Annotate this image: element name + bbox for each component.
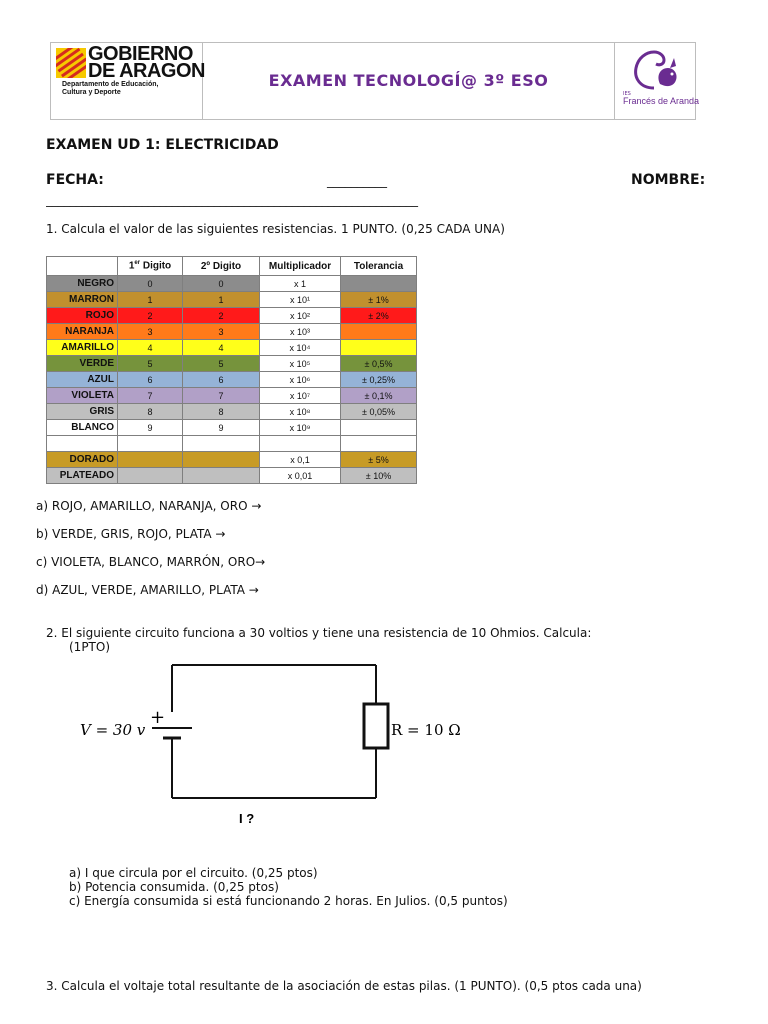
q2-item-c: c) Energía consumida si está funcionando 2 horas. En Julios. (0,5 puntos) — [69, 894, 508, 908]
digit1-cell — [118, 436, 183, 452]
table-row — [47, 308, 417, 324]
question-2: 2. El siguiente circuito funciona a 30 voltios y tiene una resistencia de 10 Ohmios. Calcula: — [46, 626, 592, 640]
multiplier-cell: x 10¹ — [260, 292, 341, 308]
school-name: Francés de Aranda — [623, 96, 700, 106]
digit2-cell: 3 — [183, 324, 260, 340]
tolerance-cell — [341, 340, 417, 356]
multiplier-cell: x 1 — [260, 276, 341, 292]
digit2-cell: 7 — [183, 388, 260, 404]
table-header: Tolerancia — [341, 257, 417, 276]
table-row — [47, 356, 417, 372]
table-header: Multiplicador — [260, 257, 341, 276]
color-name-cell: ROJO — [47, 308, 118, 324]
color-name-cell: VIOLETA — [47, 388, 118, 404]
q2-item-a: a) I que circula por el circuito. (0,25 ptos) — [69, 866, 318, 880]
tolerance-cell: ± 0,05% — [341, 404, 417, 420]
color-name-cell: VERDE — [47, 356, 118, 372]
tolerance-cell: ± 10% — [341, 468, 417, 484]
color-name-cell: NEGRO — [47, 276, 118, 292]
q1-item-d: d) AZUL, VERDE, AMARILLO, PLATA → — [36, 583, 259, 597]
squirrel-logo-icon — [630, 44, 686, 94]
tolerance-cell — [341, 324, 417, 340]
multiplier-cell: x 10² — [260, 308, 341, 324]
table-row — [47, 404, 417, 420]
digit2-cell: 2 — [183, 308, 260, 324]
name-blank[interactable]: ______________________________________________________________ — [46, 193, 418, 207]
digit2-cell: 8 — [183, 404, 260, 420]
table-header: 1er Digito — [118, 257, 183, 276]
date-blank[interactable]: __________ — [327, 174, 387, 188]
tolerance-cell: ± 0,1% — [341, 388, 417, 404]
digit1-cell: 5 — [118, 356, 183, 372]
plus-sign: + — [150, 707, 166, 728]
digit2-cell — [183, 452, 260, 468]
name-label: NOMBRE: — [631, 172, 706, 188]
tolerance-cell: ± 5% — [341, 452, 417, 468]
tolerance-cell: ± 2% — [341, 308, 417, 324]
digit1-cell: 7 — [118, 388, 183, 404]
circuit-diagram — [0, 650, 768, 830]
tolerance-cell — [341, 436, 417, 452]
table-row — [47, 292, 417, 308]
resistor-color-table — [46, 256, 417, 484]
tolerance-cell: ± 1% — [341, 292, 417, 308]
unit-title: EXAMEN UD 1: ELECTRICIDAD — [46, 137, 279, 153]
digit1-cell — [118, 468, 183, 484]
multiplier-cell: x 0,1 — [260, 452, 341, 468]
multiplier-cell: x 0,01 — [260, 468, 341, 484]
color-name-cell: PLATEADO — [47, 468, 118, 484]
digit1-cell: 1 — [118, 292, 183, 308]
digit2-cell — [183, 468, 260, 484]
digit2-cell: 4 — [183, 340, 260, 356]
table-header — [47, 257, 118, 276]
table-header-row — [47, 257, 417, 276]
aragon-logo-icon — [56, 48, 86, 78]
multiplier-cell: x 10⁸ — [260, 404, 341, 420]
table-row — [47, 420, 417, 436]
table-row — [47, 324, 417, 340]
resistance-label: R = 10 Ω — [391, 721, 461, 739]
tolerance-cell — [341, 276, 417, 292]
table-row — [47, 468, 417, 484]
digit1-cell: 2 — [118, 308, 183, 324]
digit1-cell: 4 — [118, 340, 183, 356]
table-row — [47, 276, 417, 292]
header-divider — [614, 42, 615, 120]
color-name-cell: NARANJA — [47, 324, 118, 340]
question-2-points: (1PTO) — [69, 640, 111, 654]
table-row — [47, 372, 417, 388]
digit1-cell: 9 — [118, 420, 183, 436]
table-row — [47, 452, 417, 468]
color-name-cell: BLANCO — [47, 420, 118, 436]
table-header: 2º Digito — [183, 257, 260, 276]
color-name-cell: DORADO — [47, 452, 118, 468]
resistor-symbol — [364, 704, 388, 748]
logo-text: DE ARAGON — [88, 60, 205, 82]
tolerance-cell: ± 0,25% — [341, 372, 417, 388]
date-label: FECHA: — [46, 172, 104, 188]
multiplier-cell: x 10⁹ — [260, 420, 341, 436]
current-label: I ? — [239, 811, 255, 826]
color-name-cell — [47, 436, 118, 452]
color-name-cell: MARRON — [47, 292, 118, 308]
table-row — [47, 388, 417, 404]
tolerance-cell: ± 0,5% — [341, 356, 417, 372]
table-row — [47, 340, 417, 356]
digit1-cell: 8 — [118, 404, 183, 420]
q1-item-b: b) VERDE, GRIS, ROJO, PLATA → — [36, 527, 226, 541]
logo-subtitle: Departamento de Educación, Cultura y Deporte — [62, 81, 159, 96]
q1-item-c: c) VIOLETA, BLANCO, MARRÓN, ORO→ — [36, 555, 266, 569]
digit2-cell: 5 — [183, 356, 260, 372]
multiplier-cell — [260, 436, 341, 452]
multiplier-cell: x 10⁷ — [260, 388, 341, 404]
multiplier-cell: x 10⁶ — [260, 372, 341, 388]
digit1-cell: 0 — [118, 276, 183, 292]
school-prefix: IES — [623, 91, 631, 97]
digit2-cell: 9 — [183, 420, 260, 436]
tolerance-cell — [341, 420, 417, 436]
multiplier-cell: x 10⁴ — [260, 340, 341, 356]
logo-text: GOBIERNO — [88, 43, 193, 65]
q1-item-a: a) ROJO, AMARILLO, NARANJA, ORO → — [36, 499, 262, 513]
voltage-label: V = 30 v — [80, 721, 146, 739]
digit2-cell: 0 — [183, 276, 260, 292]
digit1-cell: 3 — [118, 324, 183, 340]
table-row — [47, 436, 417, 452]
exam-title: EXAMEN TECNOLOGÍ@ 3º ESO — [268, 71, 549, 90]
digit2-cell: 1 — [183, 292, 260, 308]
color-name-cell: GRIS — [47, 404, 118, 420]
digit2-cell: 6 — [183, 372, 260, 388]
question-1: 1. Calcula el valor de las siguientes resistencias. 1 PUNTO. (0,25 CADA UNA) — [46, 222, 505, 236]
digit2-cell — [183, 436, 260, 452]
color-name-cell: AMARILLO — [47, 340, 118, 356]
multiplier-cell: x 10³ — [260, 324, 341, 340]
digit1-cell: 6 — [118, 372, 183, 388]
digit1-cell — [118, 452, 183, 468]
question-3: 3. Calcula el voltaje total resultante de la asociación de estas pilas. (1 PUNTO). (0,5 ptos cada una) — [46, 979, 642, 993]
q2-item-b: b) Potencia consumida. (0,25 ptos) — [69, 880, 279, 894]
color-name-cell: AZUL — [47, 372, 118, 388]
multiplier-cell: x 10⁵ — [260, 356, 341, 372]
